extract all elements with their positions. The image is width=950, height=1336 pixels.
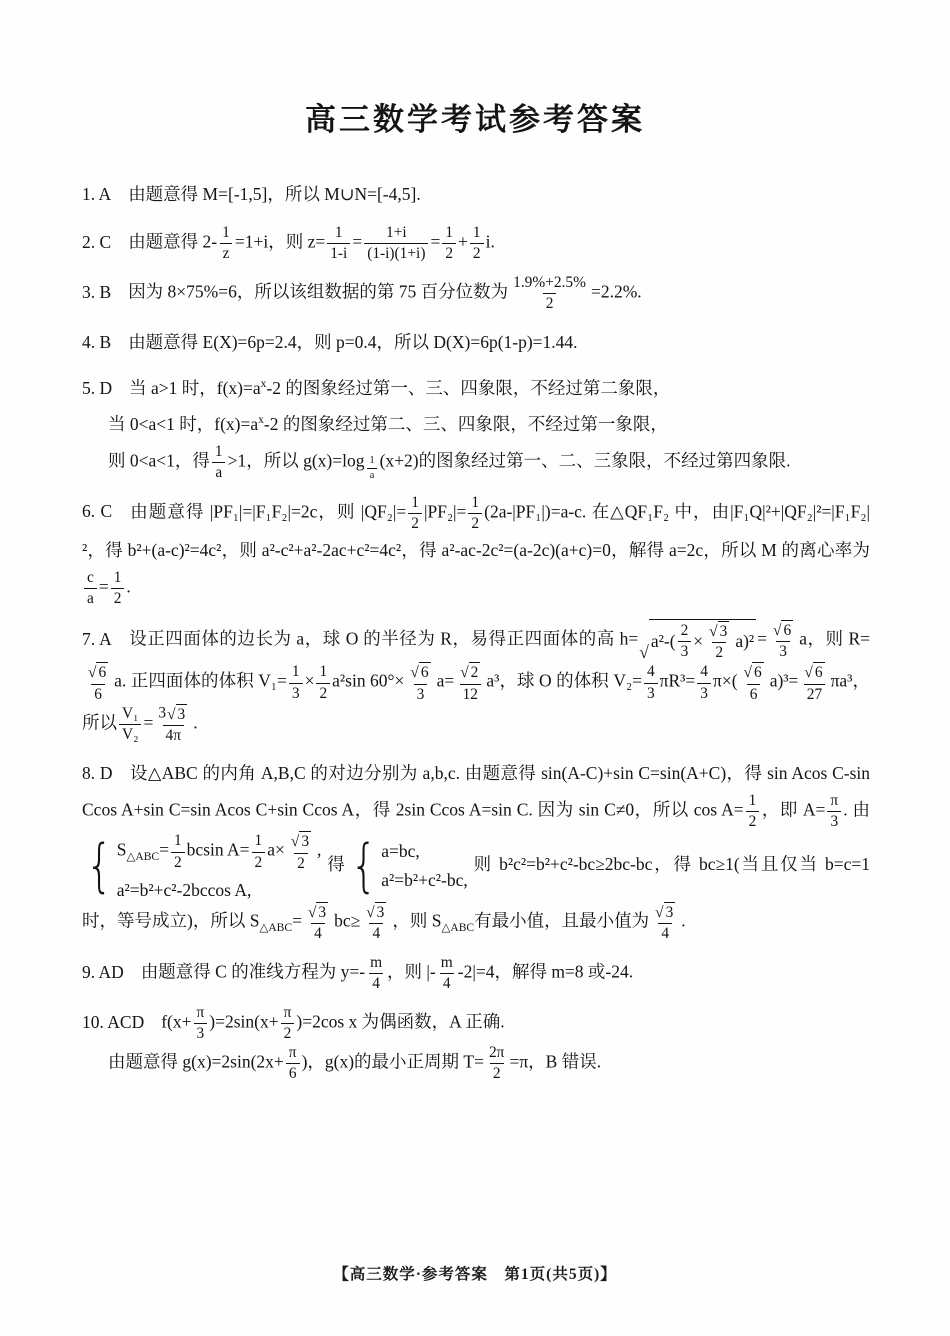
fraction: $\frac{\pi}{6}$	[286, 1044, 300, 1083]
fraction: √ 6 3	[410, 664, 429, 703]
answer-item	[82, 371, 870, 482]
sqrt-radical: √ 3	[167, 705, 186, 723]
page-title: 高三数学考试参考答案	[305, 102, 645, 137]
fraction: $\frac{2\pi}{2}$	[488, 1043, 505, 1082]
fraction: √ 3 2	[709, 623, 728, 662]
fraction: √ 3 4	[655, 903, 674, 942]
answer-label: 10. ACD	[82, 1011, 145, 1032]
fraction: $\frac{1}{2}$	[252, 832, 266, 871]
answer-line: 5. D 当 a>1 时，$f(x)=a^x-2$ 的图象经过第一、三、四象限，不经过第二象限，	[82, 378, 671, 399]
sqrt-radical: √ 3	[366, 903, 385, 921]
fraction: $\frac{1}{2}$	[470, 224, 484, 263]
equation-system: { a=bc, a²=b²+c²-bc,	[350, 832, 468, 899]
answer-item	[82, 325, 870, 361]
fraction: $\frac{\pi}{3}$	[194, 1004, 208, 1043]
answer-label: 3. B	[82, 281, 112, 302]
fraction: $\frac{1+i}{(1-i)(1+i)}$	[364, 224, 428, 263]
answer-label: 6. C	[82, 501, 113, 522]
answer-line: 1. A 由题意得 M=[-1,5]，所以 M∪N=[-4,5].	[82, 184, 421, 204]
fraction: $\frac{c}{a}$	[84, 569, 97, 608]
answer-label: 2. C	[82, 231, 112, 252]
fraction: $\frac{1}{2}$	[468, 494, 482, 533]
sqrt-radical: √ 3	[655, 903, 674, 921]
answer-line: 由题意得 g(x)=2sin(2x+ $\frac{\pi}{6}$ )，g(x)的最小正周期 T= $\frac{2\pi}{2}$ =π，B 错误.	[108, 1043, 602, 1082]
fraction: $\frac{m}{4}$	[440, 953, 453, 993]
answer-line: 6. C 由题意得 |PF₁|=|F₁F₂|=2c，则 |QF₂|= $\frac{1}{2}$ |PF₂|= $\frac{1}{2}$ (2a-|PF₁|)=a-c. 在△QF₁F₂ 中，由|F₁Q|²+|QF₂|²=|F₁F₂|²，得 b²+(a-c)²=4c²，则 a²-c²+a²-2ac+c²=4c²，得 a²-ac-2c²=(a-2c)(a+c)=0，解得 a=2c，所以 M 的离心率为 $\frac{c}{a}$ = $\frac{1}{2}$ .	[82, 493, 870, 607]
fraction: $\frac{1}{a}$	[212, 443, 226, 482]
fraction: $\frac{2}{3}$	[678, 622, 692, 661]
fraction: $\frac{\pi}{2}$	[281, 1004, 295, 1043]
answer-label: 7. A	[82, 628, 112, 649]
fraction: $\frac{1}{z}$	[219, 224, 233, 263]
sqrt-radical: √ 6	[743, 664, 762, 682]
sqrt-radical: √ 3	[290, 833, 310, 851]
answer-line: 10. ACD f(x+ $\frac{\pi}{3}$ )=2sin(x+ $\frac{\pi}{2}$ )=2cos x 为偶函数，A 正确.	[82, 1004, 505, 1043]
page-footer: 【高三数学·参考答案 第1页(共5页)】	[333, 1266, 617, 1283]
answer-line: 2. C 由题意得 2- $\frac{1}{z}$ =1+i，则 z= $\frac{1}{1-i}$ = $\frac{1+i}{(1-i)(1+i)}$ = $\frac{1}{2}$ + $\frac{1}{2}$ i.	[82, 223, 495, 263]
sqrt-radical: √ 2	[460, 664, 479, 682]
fraction: √ 6 27	[800, 662, 828, 703]
fraction: $\frac{\pi}{3}$	[827, 792, 841, 831]
fraction: √ 6 6	[88, 664, 107, 703]
answer-item	[82, 756, 870, 943]
answer-item	[82, 224, 870, 263]
fraction: $\frac{m}{4}$	[370, 953, 383, 993]
fraction: $\frac{1}{2}$	[316, 663, 330, 702]
answer-item	[82, 494, 870, 609]
answer-label: 1. A	[82, 184, 112, 204]
fraction: $\frac{1}{2}$	[746, 792, 760, 831]
sqrt-radical: √ 6	[773, 622, 792, 640]
sqrt-radical: √ 6	[88, 664, 107, 682]
answer-label: 9. AD	[82, 961, 124, 982]
answer-item	[82, 274, 870, 313]
fraction: √ 6 6	[743, 664, 762, 703]
fraction: $\frac{1}{3}$	[289, 663, 303, 702]
fraction: √ 2 12	[456, 662, 484, 703]
answer-line: 7. A 设正四面体的边长为 a，球 O 的半径为 R，易得正四面体的高 h= √ a²-( $\frac{2}{3}$ × √ 3 2 a)² = √ 6 3 a，则 R= √ 6 6 a. 正四面体的体积 V₁= $\frac{1}{3}$ × $\frac{1}{2}$ a²sin 60°× √ 6 3 a= √ 2 12 a³，球 O 的体积 V₂= $\frac{4}{3}$ πR³= $\frac{4}{3}$ π×( √ 6 6 a)³= √ 6 27 πa³，所以 $\frac{\text{V₁}}{\text{V₂}}$ = 3 √ 3 4π .	[82, 619, 870, 745]
answer-line: 3. B 因为 8×75%=6，所以该组数据的第 75 百分位数为 $\frac{1.9\%+2.5\%}{2}$ =2.2%.	[82, 274, 642, 313]
fraction: √ 3 4	[366, 903, 385, 942]
sqrt-radical: √ 6	[410, 664, 429, 682]
answer-line: 4. B 由题意得 E(X)=6p=2.4，则 p=0.4，所以 D(X)=6p(1-p)=1.44.	[82, 331, 578, 352]
sqrt-radical: √ a²-( $\frac{2}{3}$ × √ 3 2 a)²	[639, 619, 756, 662]
answer-item	[82, 177, 870, 213]
fraction: $\frac{4}{3}$	[697, 663, 711, 702]
fraction: √ 3 4	[307, 903, 327, 942]
fraction: $\frac{1}{2}$	[111, 569, 125, 608]
answer-line: 9. AD 由题意得 C 的准线方程为 y=- $\frac{m}{4}$ ，则 |- $\frac{m}{4}$ -2|=4，解得 m=8 或-24.	[82, 953, 634, 993]
fraction: 1 a	[366, 455, 377, 482]
fraction: √ 3 2	[290, 833, 310, 872]
answer-line: 则 0<a<1，得 $\frac{1}{a}$ >1，所以 g(x)=log $_{\frac{1}{a}}$ (x+2)的图象经过第一、二、三象限，不经过第四象限.	[108, 443, 791, 482]
sqrt-radical: √ 3	[307, 903, 327, 921]
fraction: $\frac{1}{2}$	[442, 224, 456, 263]
fraction: $\frac{4}{3}$	[644, 663, 658, 702]
answer-line: 8. D 设△ABC 的内角 A,B,C 的对边分别为 a,b,c. 由题意得 sin(A-C)+sin C=sin(A+C)，得 sin Acos C-sin Ccos A+sin C=sin Acos C+sin Ccos A，得 2sin Ccos A=sin C. 因为 sin C≠0，所以 cos A= $\frac{1}{2}$ ，即 A= $\frac{\pi}{3}$ . 由 { $S_{\triangle ABC}=$ $\frac{1}{2}$ bcsin A= $\frac{1}{2}$ a× √ 3 2 , a²=b²+c²-2bccos A, 得 { a=bc, a²=b²+c²-bc, 则 b²c²=b²+c²-bc≥2bc-bc，得 bc≥1(当且仅当 b=c=1 时，等号成立)，所以 $S_{\triangle ABC}=$ √ 3 4 bc≥ √ 3 4 ，则 $S_{\triangle ABC}$有最小值，且最小值为 √ 3 4 .	[82, 763, 871, 942]
fraction: $\frac{1}{2}$	[171, 832, 185, 871]
fraction: $\frac{1}{1-i}$	[327, 224, 350, 263]
answer-item	[82, 619, 870, 745]
answer-item	[82, 1004, 870, 1083]
answer-label: 8. D	[82, 763, 113, 784]
fraction: $\frac{\text{V₁}}{\text{V₂}}$	[119, 705, 141, 744]
equation-system: { $S_{\triangle ABC}=$ $\frac{1}{2}$ bcsin A= $\frac{1}{2}$ a× √ 3 2 , a²=b²+c²-2bccos A,	[86, 832, 322, 900]
sqrt-radical: √ 6	[804, 664, 823, 682]
fraction: √ 6 3	[773, 622, 792, 661]
answer-item	[82, 954, 870, 993]
answer-line: 当 0<a<1 时，$f(x)=a^x-2$ 的图象经过第二、三、四象限，不经过第一象限，	[108, 414, 668, 435]
fraction: 3 √ 3 4π	[158, 704, 186, 744]
answer-label: 4. B	[82, 331, 112, 352]
answer-label: 5. D	[82, 378, 113, 399]
sqrt-radical: √ 3	[709, 623, 728, 641]
answer-list	[82, 177, 870, 1083]
fraction: $\frac{1.9\%+2.5\%}{2}$	[513, 274, 586, 313]
fraction: $\frac{1}{2}$	[408, 494, 422, 533]
